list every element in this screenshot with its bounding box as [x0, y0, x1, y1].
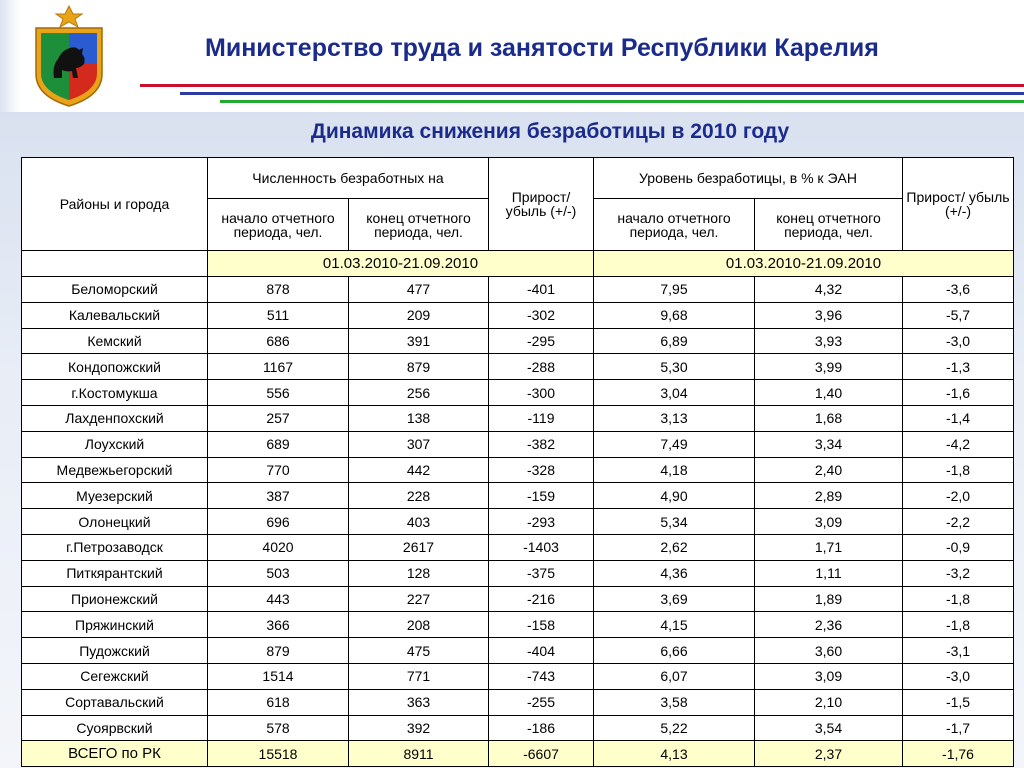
header-start-rate: начало отчетного периода, чел. [594, 199, 755, 251]
table-row [22, 302, 1014, 328]
decor-stripe-green [220, 100, 1024, 103]
cell-rate-end: 3,09 [755, 663, 903, 689]
cell-end: 475 [349, 638, 489, 664]
cell-rate-diff: -2,0 [903, 483, 1014, 509]
table-row [22, 638, 1014, 664]
cell-rate-start: 6,07 [594, 663, 755, 689]
cell-rate-start: 9,68 [594, 302, 755, 328]
cell-diff: -288 [489, 354, 594, 380]
cell-rate-start: 7,95 [594, 277, 755, 303]
table-row [22, 612, 1014, 638]
cell-diff: -382 [489, 431, 594, 457]
cell-rate-diff: -1,6 [903, 380, 1014, 406]
cell-rate-diff: -4,2 [903, 431, 1014, 457]
cell-diff: -119 [489, 405, 594, 431]
period-right: 01.03.2010-21.09.2010 [594, 251, 1014, 277]
cell-diff: -302 [489, 302, 594, 328]
cell-name: Муезерский [22, 483, 208, 509]
cell-diff: -186 [489, 715, 594, 741]
cell-end: 138 [349, 405, 489, 431]
table-row [22, 689, 1014, 715]
table-row [22, 354, 1014, 380]
total-cell-diff: -6607 [489, 741, 594, 767]
cell-rate-diff: -1,7 [903, 715, 1014, 741]
cell-name: Пудожский [22, 638, 208, 664]
header-rate-group: Уровень безработицы, в % к ЭАН [594, 158, 903, 199]
cell-rate-end: 1,68 [755, 405, 903, 431]
total-cell-rate-start: 4,13 [594, 741, 755, 767]
table-row [22, 509, 1014, 535]
cell-rate-end: 2,40 [755, 457, 903, 483]
cell-start: 618 [208, 689, 349, 715]
slide-title: Динамика снижения безработицы в 2010 году [310, 120, 790, 143]
cell-end: 392 [349, 715, 489, 741]
cell-rate-start: 7,49 [594, 431, 755, 457]
cell-rate-end: 3,93 [755, 328, 903, 354]
cell-diff: -743 [489, 663, 594, 689]
cell-rate-end: 3,54 [755, 715, 903, 741]
cell-rate-start: 2,62 [594, 534, 755, 560]
cell-name: Кемский [22, 328, 208, 354]
header-start-count: начало отчетного периода, чел. [208, 199, 349, 251]
cell-name: Медвежьегорский [22, 457, 208, 483]
cell-rate-start: 5,30 [594, 354, 755, 380]
cell-name: Беломорский [22, 277, 208, 303]
cell-end: 128 [349, 560, 489, 586]
cell-rate-diff: -1,8 [903, 586, 1014, 612]
cell-diff: -216 [489, 586, 594, 612]
cell-diff: -293 [489, 509, 594, 535]
cell-rate-end: 1,89 [755, 586, 903, 612]
cell-diff: -300 [489, 380, 594, 406]
cell-name: Сегежский [22, 663, 208, 689]
cell-name: г.Петрозаводск [22, 534, 208, 560]
header-end-count: конец отчетного периода, чел. [349, 199, 489, 251]
cell-rate-diff: -3,2 [903, 560, 1014, 586]
cell-start: 686 [208, 328, 349, 354]
header-count-group: Численность безработных на [208, 158, 489, 199]
cell-start: 366 [208, 612, 349, 638]
cell-name: Питкярантский [22, 560, 208, 586]
cell-rate-diff: -3,0 [903, 328, 1014, 354]
cell-end: 879 [349, 354, 489, 380]
cell-start: 689 [208, 431, 349, 457]
cell-rate-end: 3,96 [755, 302, 903, 328]
header-region: Районы и города [22, 158, 208, 251]
cell-start: 387 [208, 483, 349, 509]
table-row [22, 534, 1014, 560]
unemployment-table [21, 157, 1014, 767]
total-cell-end: 8911 [349, 741, 489, 767]
cell-start: 511 [208, 302, 349, 328]
cell-rate-end: 2,89 [755, 483, 903, 509]
cell-rate-diff: -2,2 [903, 509, 1014, 535]
total-cell-name: ВСЕГО по РК [22, 741, 208, 767]
decor-stripe-blue [180, 92, 1024, 95]
total-row [22, 741, 1014, 767]
total-cell-rate-diff: -1,76 [903, 741, 1014, 767]
cell-name: г.Костомукша [22, 380, 208, 406]
cell-rate-diff: -5,7 [903, 302, 1014, 328]
cell-name: Олонецкий [22, 509, 208, 535]
cell-diff: -404 [489, 638, 594, 664]
cell-start: 578 [208, 715, 349, 741]
cell-end: 391 [349, 328, 489, 354]
decor-stripe-red [140, 84, 1024, 87]
table-row [22, 328, 1014, 354]
cell-diff: -1403 [489, 534, 594, 560]
table-row [22, 663, 1014, 689]
cell-rate-start: 4,15 [594, 612, 755, 638]
cell-rate-start: 3,04 [594, 380, 755, 406]
cell-name: Кондопожский [22, 354, 208, 380]
cell-rate-diff: -3,6 [903, 277, 1014, 303]
cell-start: 443 [208, 586, 349, 612]
cell-start: 1167 [208, 354, 349, 380]
cell-start: 4020 [208, 534, 349, 560]
cell-rate-diff: -1,3 [903, 354, 1014, 380]
cell-rate-end: 2,10 [755, 689, 903, 715]
coat-of-arms-icon [30, 4, 108, 108]
cell-start: 770 [208, 457, 349, 483]
cell-diff: -158 [489, 612, 594, 638]
cell-rate-end: 3,09 [755, 509, 903, 535]
header-region-spacer [22, 251, 208, 277]
cell-rate-end: 3,60 [755, 638, 903, 664]
cell-end: 208 [349, 612, 489, 638]
cell-diff: -159 [489, 483, 594, 509]
cell-rate-diff: -3,0 [903, 663, 1014, 689]
table-row [22, 715, 1014, 741]
total-cell-rate-end: 2,37 [755, 741, 903, 767]
cell-rate-end: 1,11 [755, 560, 903, 586]
cell-end: 403 [349, 509, 489, 535]
header-end-rate: конец отчетного периода, чел. [755, 199, 903, 251]
table-row [22, 457, 1014, 483]
cell-end: 477 [349, 277, 489, 303]
table-row [22, 431, 1014, 457]
cell-end: 209 [349, 302, 489, 328]
header-growth-abs: Прирост/ убыль (+/-) [489, 158, 594, 251]
table-row [22, 483, 1014, 509]
cell-rate-start: 4,90 [594, 483, 755, 509]
cell-end: 307 [349, 431, 489, 457]
cell-start: 556 [208, 380, 349, 406]
cell-name: Прионежский [22, 586, 208, 612]
cell-start: 257 [208, 405, 349, 431]
cell-start: 1514 [208, 663, 349, 689]
cell-diff: -295 [489, 328, 594, 354]
cell-end: 227 [349, 586, 489, 612]
cell-rate-diff: -0,9 [903, 534, 1014, 560]
cell-diff: -328 [489, 457, 594, 483]
left-decor-strip [0, 0, 20, 112]
ministry-title: Министерство труда и занятости Республики Карелия [205, 34, 879, 62]
table-row [22, 277, 1014, 303]
cell-rate-start: 3,69 [594, 586, 755, 612]
cell-end: 771 [349, 663, 489, 689]
cell-rate-diff: -3,1 [903, 638, 1014, 664]
cell-name: Пряжинский [22, 612, 208, 638]
cell-name: Калевальский [22, 302, 208, 328]
cell-rate-start: 4,18 [594, 457, 755, 483]
cell-rate-start: 6,89 [594, 328, 755, 354]
cell-rate-start: 6,66 [594, 638, 755, 664]
cell-start: 879 [208, 638, 349, 664]
table-row [22, 560, 1014, 586]
table-row [22, 405, 1014, 431]
cell-rate-diff: -1,4 [903, 405, 1014, 431]
cell-name: Лахденпохский [22, 405, 208, 431]
table-row [22, 380, 1014, 406]
cell-name: Лоухский [22, 431, 208, 457]
cell-rate-diff: -1,5 [903, 689, 1014, 715]
cell-end: 363 [349, 689, 489, 715]
cell-rate-end: 4,32 [755, 277, 903, 303]
cell-rate-start: 5,22 [594, 715, 755, 741]
cell-rate-diff: -1,8 [903, 457, 1014, 483]
cell-diff: -255 [489, 689, 594, 715]
cell-rate-end: 2,36 [755, 612, 903, 638]
cell-diff: -401 [489, 277, 594, 303]
cell-rate-start: 4,36 [594, 560, 755, 586]
cell-rate-end: 1,40 [755, 380, 903, 406]
cell-rate-start: 5,34 [594, 509, 755, 535]
cell-start: 503 [208, 560, 349, 586]
cell-end: 2617 [349, 534, 489, 560]
cell-start: 878 [208, 277, 349, 303]
cell-end: 228 [349, 483, 489, 509]
period-left: 01.03.2010-21.09.2010 [208, 251, 594, 277]
cell-start: 696 [208, 509, 349, 535]
cell-rate-end: 3,99 [755, 354, 903, 380]
total-cell-start: 15518 [208, 741, 349, 767]
cell-diff: -375 [489, 560, 594, 586]
table-row [22, 586, 1014, 612]
cell-rate-end: 3,34 [755, 431, 903, 457]
cell-rate-start: 3,58 [594, 689, 755, 715]
cell-rate-start: 3,13 [594, 405, 755, 431]
cell-end: 442 [349, 457, 489, 483]
cell-name: Сортавальский [22, 689, 208, 715]
cell-rate-diff: -1,8 [903, 612, 1014, 638]
cell-end: 256 [349, 380, 489, 406]
cell-rate-end: 1,71 [755, 534, 903, 560]
cell-name: Суоярвский [22, 715, 208, 741]
header-growth-rate: Прирост/ убыль (+/-) [903, 158, 1014, 251]
